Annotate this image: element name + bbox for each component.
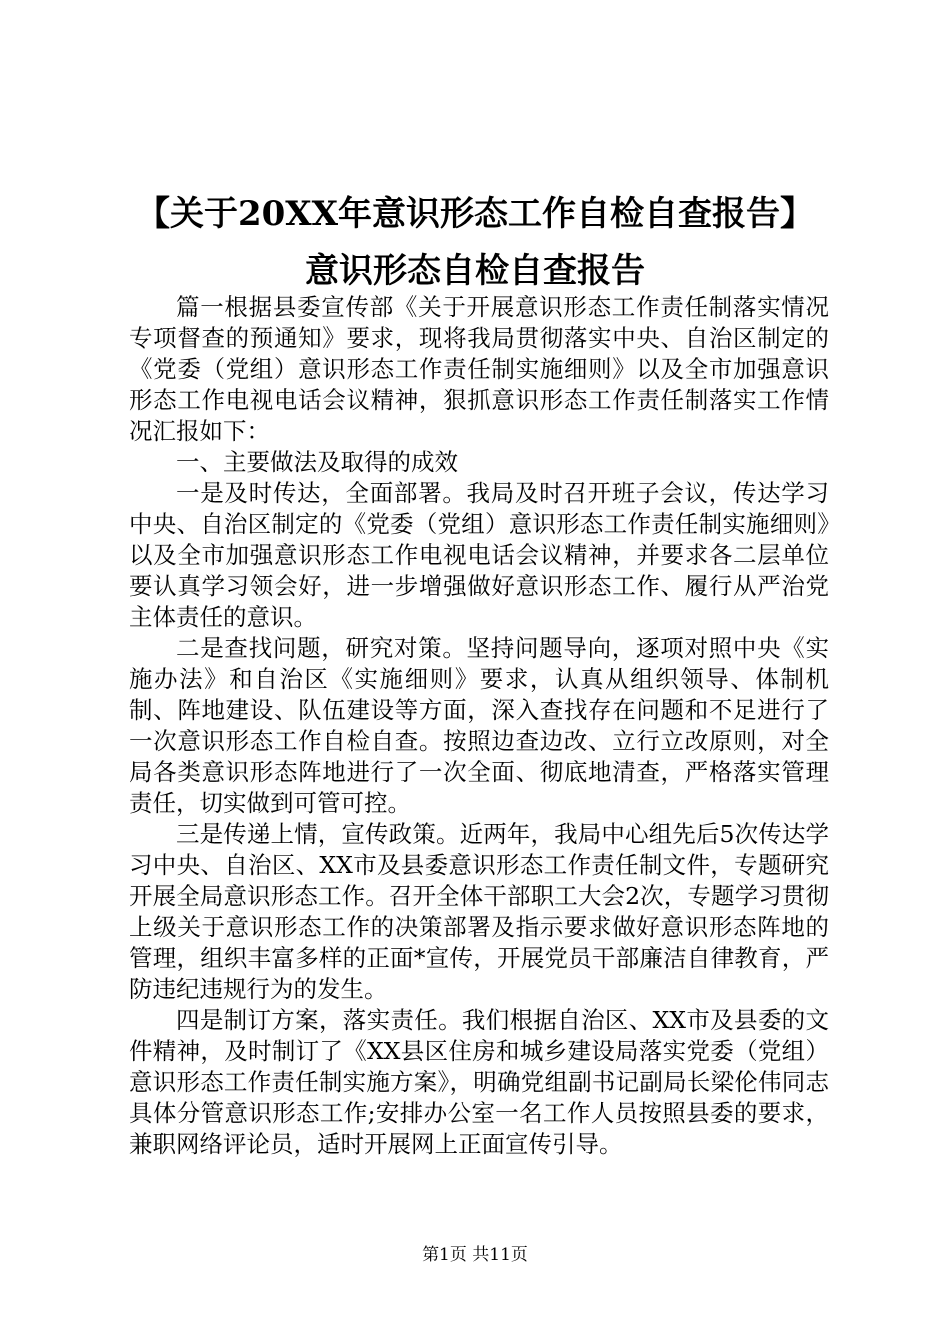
- paragraph-item-2: 二是查找问题，研究对策。坚持问题导向，逐项对照中央《实施办法》和自治区《实施细则》要求，认真从组织领导、体制机制、阵地建设、队伍建设等方面，深入查找存在问题和不足进行了一次意识形态工作自检自查。按照边查边改、立行立改原则，对全局各类意识形态阵地进行了一次全面、彻底地清查，严格落实管理责任，切实做到可管可控。: [129, 634, 829, 817]
- page-number-footer: 第1页 共11页: [422, 1245, 528, 1265]
- paragraph-item-1: 一是及时传达，全面部署。我局及时召开班子会议，传达学习中央、自治区制定的《党委（党组）意识形态工作责任制实施细则》以及全市加强意识形态工作电视电话会议精神，并要求各二层单位要认真学习领会好，进一步增强做好意识形态工作、履行从严治党主体责任的意识。: [129, 479, 829, 631]
- paragraph-item-4: 四是制订方案，落实责任。我们根据自治区、XX市及县委的文件精神，及时制订了《XX县区住房和城乡建设局落实党委（党组）意识形态工作责任制实施方案》，明确党组副书记副局长梁伦伟同志具体分管意识形态工作;安排办公室一名工作人员按照县委的要求，兼职网络评论员，适时开展网上正面宣传引导。: [129, 1006, 829, 1158]
- document-body: [129, 292, 829, 1160]
- document-title-line-2: 意识形态自检自查报告: [305, 251, 645, 291]
- document-title-line-1: 【关于20XX年意识形态工作自检自查报告】: [135, 194, 815, 234]
- section-heading: 一、主要做法及取得的成效: [176, 448, 458, 476]
- paragraph-item-3: 三是传递上情，宣传政策。近两年，我局中心组先后5次传达学习中央、自治区、XX市及县委意识形态工作责任制文件，专题研究开展全局意识形态工作。召开全体干部职工大会2次，专题学习贯彻上级关于意识形态工作的决策部署及指示要求做好意识形态阵地的管理，组织丰富多样的正面*宣传，开展党员干部廉洁自律教育，严防违纪违规行为的发生。: [129, 820, 829, 1003]
- paragraph-intro: 篇一根据县委宣传部《关于开展意识形态工作责任制落实情况专项督查的预通知》要求，现将我局贯彻落实中央、自治区制定的《党委（党组）意识形态工作责任制实施细则》以及全市加强意识形态工作电视电话会议精神，狠抓意识形态工作责任制落实工作情况汇报如下：: [129, 293, 829, 445]
